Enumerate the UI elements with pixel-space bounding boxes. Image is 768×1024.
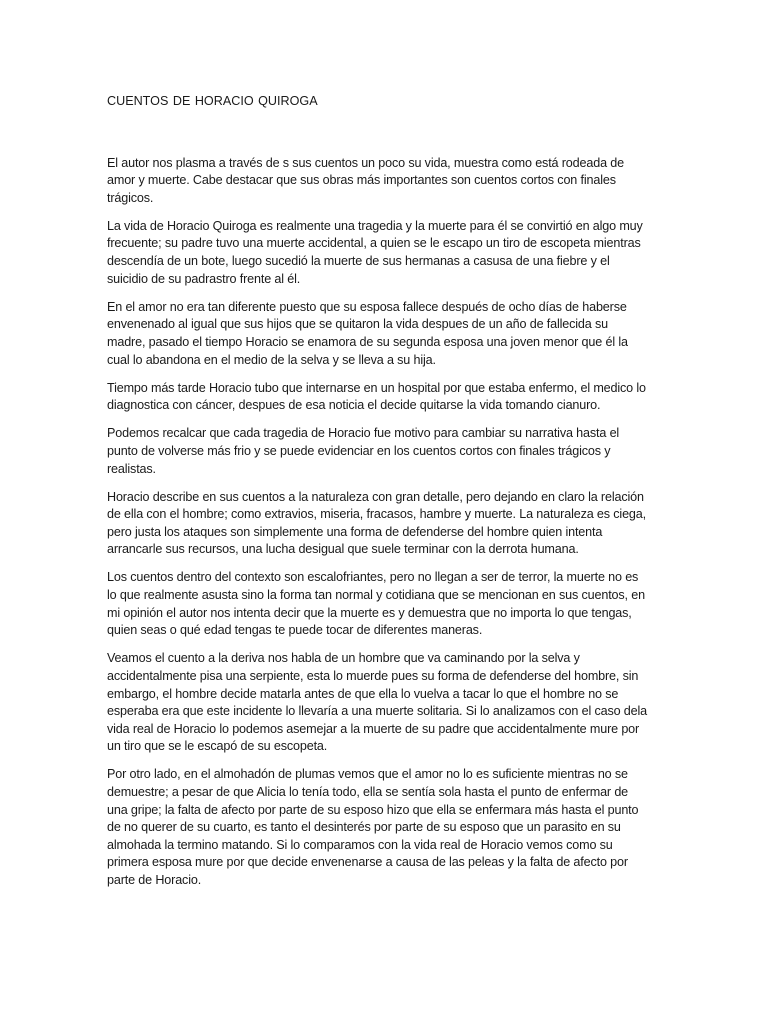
paragraph-4: Tiempo más tarde Horacio tubo que internarse en un hospital por que estaba enfermo, el medico lo diagnostica con cáncer, despues de esa noticia el decide quitarse la vida tomando cianuro.: [107, 380, 646, 413]
document-page: [107, 93, 647, 900]
paragraph-9: Por otro lado, en el almohadón de plumas vemos que el amor no lo es suficiente mientras no se demuestre; a pesar de que Alicia lo tenía todo, ella se sentía sola hasta el punto de enfermar de una gripe; la falta de afecto por parte de su esposo hizo que ella se enfermara más hasta el punto de no querer de su cuarto, es tanto el desinterés por parte de su esposo que un parasito en su almohada la termino matando. Si lo comparamos con la vida real de Horacio vemos como su primera esposa mure por que decide envenenarse a causa de las peleas y la falta de afecto por parte de Horacio.: [107, 767, 639, 887]
document-title: CUENTOS DE HORACIO QUIROGA: [107, 94, 318, 108]
paragraph-8: Veamos el cuento a la deriva nos habla de un hombre que va caminando por la selva y accidentalmente pisa una serpiente, esta lo muerde pues su forma de defenderse del hombre, sin embargo, el hombre decide matarla antes de que ella lo vuelva a tacar lo que el hombre no se esperaba era que este incidente lo llevaría a una muerte solitaria. Si lo analizamos con el caso dela vida real de Horacio lo podemos asemejar a la muerte de su padre que accidentalmente mure por un tiro que se le escapó de su escopeta.: [107, 651, 648, 754]
paragraph-6: Horacio describe en sus cuentos a la naturaleza con gran detalle, pero dejando en claro la relación de ella con el hombre; como extravios, miseria, fracasos, hambre y muerte. La naturaleza es ciega, pero justa los ataques son simplemente una forma de defenderse del hombre quien intenta arrancarle sus recursos, una lucha desigual que suele terminar con la derrota humana.: [107, 489, 646, 557]
paragraph-3: En el amor no era tan diferente puesto que su esposa fallece después de ocho días de haberse envenenado al igual que sus hijos que se quitaron la vida despues de un año de fallecida su madre, pasado el tiempo Horacio se enamora de su segunda esposa una joven menor que él la cual lo abandona en el medio de la selva y se lleva a su hija.: [107, 299, 628, 367]
paragraph-7: Los cuentos dentro del contexto son escalofriantes, pero no llegan a ser de terror, la muerte no es lo que realmente asusta sino la forma tan normal y cotidiana que se mencionan en sus cuentos, en mi opinión el autor nos intenta decir que la muerte es y demuestra que no importa lo que tengas, quien seas o qué edad tengas te puede tocar de diferentes maneras.: [107, 570, 645, 638]
paragraph-5: Podemos recalcar que cada tragedia de Horacio fue motivo para cambiar su narrativa hasta el punto de volverse más frio y se puede evidenciar en los cuentos cortos con finales trágicos y realistas.: [107, 426, 620, 476]
paragraph-2: La vida de Horacio Quiroga es realmente una tragedia y la muerte para él se convirtió en algo muy frecuente; su padre tuvo una muerte accidental, a quien se le escapo un tiro de escopeta mientras descendía de un bote, luego sucedió la muerte de sus hermanas a casusa de una fiebre y el suicidio de su padrastro frente al él.: [107, 218, 643, 286]
paragraph-1: El autor nos plasma a través de s sus cuentos un poco su vida, muestra como está rodeada de amor y muerte. Cabe destacar que sus obras más importantes son cuentos cortos con finales trágicos.: [107, 155, 624, 205]
